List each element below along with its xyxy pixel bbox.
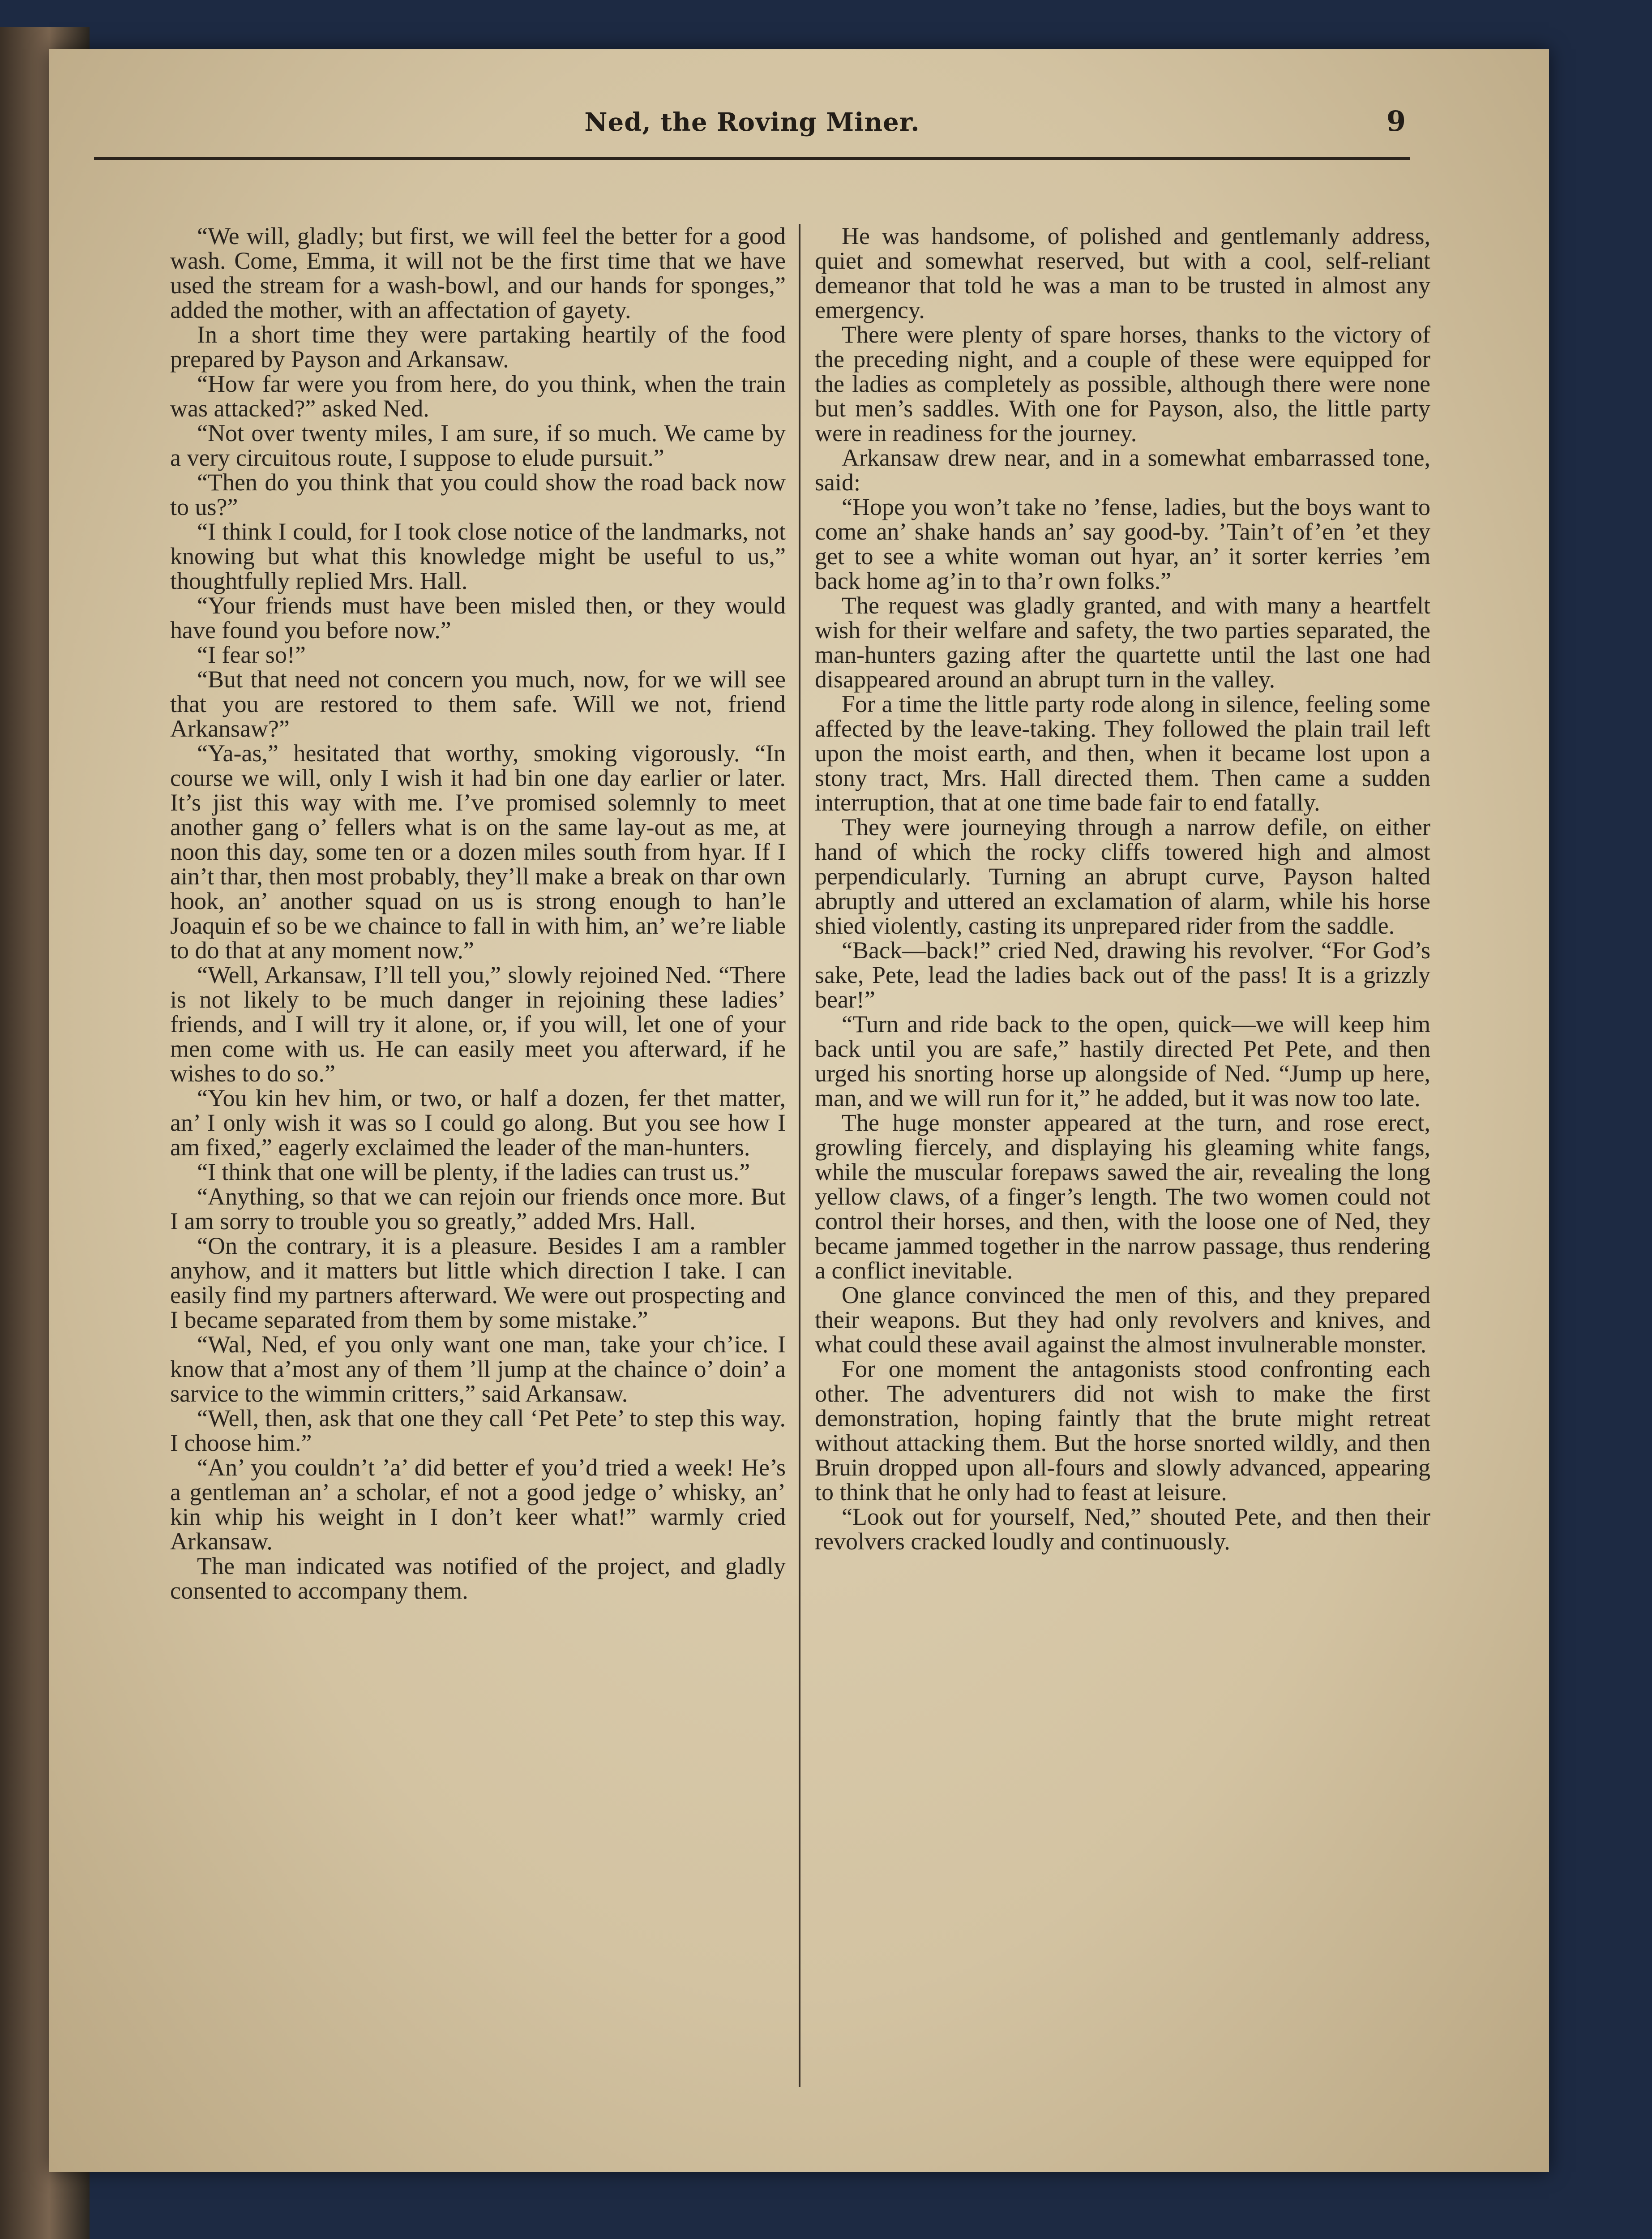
paragraph: “An’ you couldn’t ’a’ did better ef you’d tried a week! He’s a gentleman an’ a scholar, ef not a good jedge o’ whisky, an’ kin whip his weight in I don’t keer what!” warmly cried Arkansaw. [170,1454,786,1555]
paragraph: The man indicated was notified of the project, and gladly consented to accompany them. [170,1553,786,1604]
paragraph: “How far were you from here, do you think, when the train was attacked?” asked Ned. [170,370,786,422]
paragraph: There were plenty of spare horses, thanks to the victory of the preceding night, and a couple of these were equipped for the ladies as completely as possible, although there were none but men’s saddles. With one for Payson, also, the little party were in readiness for the journey. [815,321,1430,446]
paragraph: “Well, then, ask that one they call ‘Pet Pete’ to step this way. I choose him.” [170,1405,786,1456]
paragraph: “Wal, Ned, ef you only want one man, take your ch’ice. I know that a’most any of them ’ll jump at the chaince o’ doin’ a sarvice to the wimmin critters,” said Arkansaw. [170,1331,786,1407]
paragraph: “But that need not concern you much, now, for we will see that you are restored to them safe. Will we not, friend Arkansaw?” [170,666,786,742]
paragraph: They were journeying through a narrow defile, on either hand of which the rocky cliffs towered high and almost perpendicularly. Turning an abrupt curve, Payson halted abruptly and uttered an exclamation of alarm, while his horse shied violently, casting its unprepared rider from the saddle. [815,814,1430,939]
running-title: Ned, the Roving Miner. [584,107,920,137]
paragraph: “Then do you think that you could show the road back now to us?” [170,469,786,520]
paragraph: “Your friends must have been misled then, or they would have found you before now.” [170,592,786,643]
paragraph: “I think I could, for I took close notice of the landmarks, not knowing but what this knowledge might be useful to us,” thoughtfully replied Mrs. Hall. [170,518,786,594]
paragraph: “I think that one will be plenty, if the ladies can trust us.” [197,1158,750,1185]
paragraph: “Look out for yourself, Ned,” shouted Pete, and then their revolvers cracked loudly and continuously. [815,1503,1430,1555]
column-divider [799,224,800,2087]
paragraph: “Anything, so that we can rejoin our friends once more. But I am sorry to trouble you so greatly,” added Mrs. Hall. [170,1183,786,1235]
paragraph: “Turn and ride back to the open, quick—we will keep him back until you are safe,” hastily directed Pet Pete, and then urged his snorting horse up alongside of Ned. “Jump up here, man, and we will run for it,” he added, but it was now too late. [815,1011,1430,1111]
paragraph: “You kin hev him, or two, or half a dozen, fer thet matter, an’ I only wish it was so I could go along. But you see how I am fixed,” eagerly exclaimed the leader of the man-hunters. [170,1085,786,1161]
paragraph: “On the contrary, it is a pleasure. Besides I am a rambler anyhow, and it matters but little which direction I take. I can easily find my partners afterward. We were out prospecting and I became separated from them by some mistake.” [170,1232,786,1333]
paragraph: For one moment the antagonists stood confronting each other. The adventurers did not wish to make the first demonstration, hoping faintly that the brute might retreat without attacking them. But the horse snorted wildly, and then Bruin dropped upon all-fours and slowly advanced, appearing to think that he only had to feast at leisure. [815,1355,1430,1506]
paragraph: He was handsome, of polished and gentlemanly address, quiet and somewhat reserved, but with a cool, self-reliant demeanor that told he was a man to be trusted in almost any emergency. [815,224,1430,323]
left-text-column [170,224,786,2087]
paragraph: For a time the little party rode along in silence, feeling some affected by the leave-taking. They followed the plain trail left upon the moist earth, and then, when it became lost upon a stony tract, Mrs. Hall directed them. Then came a sudden interruption, that at one time bade fair to end fatally. [815,691,1430,816]
right-text-column [815,224,1430,2087]
paragraph: The huge monster appeared at the turn, and rose erect, growling fiercely, and displaying his gleaming white fangs, while the muscular forepaws sawed the air, revealing the long yellow claws, of a finger’s length. The two women could not control their horses, and then, with the loose one of Ned, they became jammed together in the narrow passage, thus rendering a conflict inevitable. [815,1109,1430,1284]
paragraph: “Well, Arkansaw, I’ll tell you,” slowly rejoined Ned. “There is not likely to be much danger in rejoining these ladies’ friends, and I will try it alone, or, if you will, let one of your men come with us. He can easily meet you afterward, if he wishes to do so.” [170,961,786,1087]
page-header [94,103,1410,160]
paragraph: One glance convinced the men of this, and they prepared their weapons. But they had only revolvers and knives, and what could these avail against the almost invulnerable monster. [815,1282,1430,1358]
paragraph: “Back—back!” cried Ned, drawing his revolver. “For God’s sake, Pete, lead the ladies back out of the pass! It is a grizzly bear!” [815,937,1430,1013]
paragraph: “Hope you won’t take no ’fense, ladies, but the boys want to come an’ shake hands an’ say good-by. ’Tain’t of’en ’et they get to see a white woman out hyar, an’ it sorter kerries ’em back home ag’in to tha’r own folks.” [815,493,1430,594]
paragraph: “Ya-as,” hesitated that worthy, smoking vigorously. “In course we will, only I wish it had bin one day earlier or later. It’s jist this way with me. I’ve promised solemnly to meet another gang o’ fellers what is on the same lay-out as me, at noon this day, some ten or a dozen miles south from hyar. If I ain’t thar, then most probably, they’ll make a break on thar own hook, an’ another squad on us is strong enough to han’le Joaquin ef so be we chaince to fall in with him, an’ we’re liable to do that at any moment now.” [170,740,786,964]
paragraph: The request was gladly granted, and with many a heartfelt wish for their welfare and safety, the two parties separated, the man-hunters gazing after the quartette until the last one had disappeared around an abrupt turn in the valley. [815,592,1430,693]
paragraph: In a short time they were partaking heartily of the food prepared by Payson and Arkansaw. [170,321,786,373]
page-number: 9 [1386,105,1406,137]
paragraph: “Not over twenty miles, I am sure, if so much. We came by a very circuitous route, I suppose to elude pursuit.” [170,420,786,471]
paragraph: “We will, gladly; but first, we will feel the better for a good wash. Come, Emma, it will not be the first time that we have used the stream for a wash-bowl, and our hands for sponges,” added the mother, with an affectation of gayety. [170,224,786,323]
paragraph: Arkansaw drew near, and in a somewhat embarrassed tone, said: [815,444,1430,496]
paragraph: “I fear so!” [197,641,306,668]
